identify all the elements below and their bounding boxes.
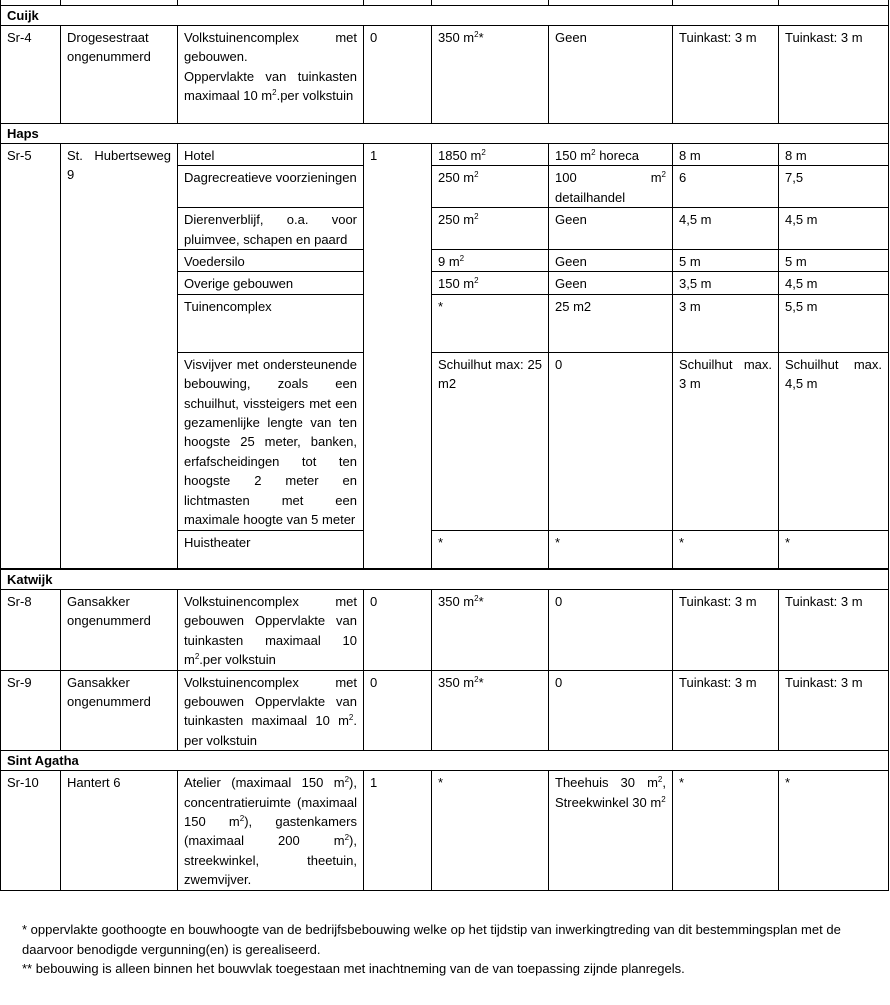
cell-function: Dierenverblijf, o.a. voor pluimvee, schapen en paard xyxy=(178,208,364,250)
cell-height1: 4,5 m xyxy=(673,208,779,250)
cell-extra: Geen xyxy=(549,26,673,124)
cell-count: 0 xyxy=(364,26,432,124)
cell-area: 150 $m^2$ xyxy=(432,272,549,294)
cell-count: 0 xyxy=(364,670,432,751)
section-heading-sint-agatha: Sint Agatha xyxy=(1,751,889,771)
cell-extra: Geen xyxy=(549,272,673,294)
cell-height1: 6 xyxy=(673,166,779,208)
cell-code: Sr-5 xyxy=(1,144,61,570)
cell-height1: * xyxy=(673,771,779,890)
cell-area: 350 $m^2*$ xyxy=(432,26,549,124)
section-heading-haps: Haps xyxy=(1,124,889,144)
cell-function: Volkstuinencomplex met gebouwen Oppervlakte van tuinkasten maximaal 10 $m^2$. per volkstuin xyxy=(178,670,364,751)
cell-height2: Tuinkast: 3 m xyxy=(779,590,889,671)
cell-height2: 4,5 m xyxy=(779,272,889,294)
cell-height1: Tuinkast: 3 m xyxy=(673,590,779,671)
cell-area: 9 $m^2$ xyxy=(432,250,549,272)
cell-area: 250 $m^2$ xyxy=(432,166,549,208)
cell-height2: * xyxy=(779,530,889,569)
cell-height1: Tuinkast: 3 m xyxy=(673,670,779,751)
table-row xyxy=(1,590,889,671)
cell-extra: 0 xyxy=(549,352,673,530)
cell-function: Voedersilo xyxy=(178,250,364,272)
cell-code: Sr-4 xyxy=(1,26,61,124)
cell-height2: Tuinkast: 3 m xyxy=(779,26,889,124)
cell-address: Hantert 6 xyxy=(61,771,178,890)
cell-height1: Schuilhut max. 3 m xyxy=(673,352,779,530)
cell-height1: Tuinkast: 3 m xyxy=(673,26,779,124)
cell-height2: 4,5 m xyxy=(779,208,889,250)
cell-address: Gansakker ongenummerd xyxy=(61,590,178,671)
cell-height2: Tuinkast: 3 m xyxy=(779,670,889,751)
table-row xyxy=(1,771,889,890)
cell-extra: 0 xyxy=(549,670,673,751)
cell-area: * xyxy=(432,771,549,890)
cell-height1: 8 m xyxy=(673,144,779,166)
table-row xyxy=(1,670,889,751)
cell-function: Tuinencomplex xyxy=(178,294,364,352)
cell-area: 350 $m^2*$ xyxy=(432,670,549,751)
cell-function: Overige gebouwen xyxy=(178,272,364,294)
cell-extra: 150 $m^2$ horeca xyxy=(549,144,673,166)
cell-function: Hotel xyxy=(178,144,364,166)
cell-height1: 5 m xyxy=(673,250,779,272)
cell-count: 1 xyxy=(364,771,432,890)
cell-height2: 5 m xyxy=(779,250,889,272)
cell-extra: 25 m2 xyxy=(549,294,673,352)
footnotes xyxy=(22,920,888,979)
cell-extra: 0 xyxy=(549,590,673,671)
cell-area: Schuilhut max: 25 m2 xyxy=(432,352,549,530)
cell-height2: * xyxy=(779,771,889,890)
cell-height1: * xyxy=(673,530,779,569)
cell-function: Atelier (maximaal 150 $m^2$), concentratieruimte (maximaal 150 $m^2$), gastenkamers (maximaal 200 $m^2$), streekwinkel, theetuin, zwemvijver. xyxy=(178,771,364,890)
footnote-single-asterisk: * oppervlakte goothoogte en bouwhoogte van de bedrijfsbebouwing welke op het tijdstip van inwerkingtreding van dit bestemmingsplan met de daarvoor benodigde vergunning(en) is gerealiseerd. xyxy=(22,922,841,957)
cell-area: 350 $m^2*$ xyxy=(432,590,549,671)
cell-height2: 5,5 m xyxy=(779,294,889,352)
cell-height1: 3 m xyxy=(673,294,779,352)
cell-height2: Schuilhut max. 4,5 m xyxy=(779,352,889,530)
cell-code: Sr-8 xyxy=(1,590,61,671)
cell-address: St. Hubertseweg 9 xyxy=(61,144,178,570)
cell-extra: 100 $m^2$ detailhandel xyxy=(549,166,673,208)
cell-area: 250 $m^2$ xyxy=(432,208,549,250)
section-heading-cuijk: Cuijk xyxy=(1,6,889,26)
cell-height2: 7,5 xyxy=(779,166,889,208)
cell-function: Volkstuinencomplex met gebouwen. Oppervlakte van tuinkasten maximaal 10 $m^2.per$ volkstuin xyxy=(178,26,364,124)
cell-address: Drogesestraat ongenummerd xyxy=(61,26,178,124)
cell-height2: 8 m xyxy=(779,144,889,166)
cell-area: 1850 $m^2$ xyxy=(432,144,549,166)
cell-extra: * xyxy=(549,530,673,569)
cell-function: Huistheater xyxy=(178,530,364,569)
cell-count: 1 xyxy=(364,144,432,570)
cell-extra: Geen xyxy=(549,208,673,250)
cell-extra: Geen xyxy=(549,250,673,272)
cell-function: Dagrecreatieve voorzieningen xyxy=(178,166,364,208)
cell-code: Sr-10 xyxy=(1,771,61,890)
cell-area: * xyxy=(432,530,549,569)
footnote-double-asterisk: ** bebouwing is alleen binnen het bouwvlak toegestaan met inachtneming van de van toepassing zijnde planregels. xyxy=(22,961,685,976)
table-row xyxy=(1,144,889,166)
cell-function: Volkstuinencomplex met gebouwen Oppervlakte van tuinkasten maximaal 10 $m^2.per$ volkstuin xyxy=(178,590,364,671)
cell-area: * xyxy=(432,294,549,352)
section-heading-katwijk: Katwijk xyxy=(1,569,889,590)
cell-height1: 3,5 m xyxy=(673,272,779,294)
cell-function: Visvijver met ondersteunende bebouwing, zoals een schuilhut, vissteigers met een gezamenlijke lengte van ten hoogste 25 meter, banken, erfafscheidingen tot ten hoogste 2 meter en lichtmasten met een maximale hoogte van 5 meter xyxy=(178,352,364,530)
table-row xyxy=(1,26,889,124)
cell-code: Sr-9 xyxy=(1,670,61,751)
cell-extra: Theehuis 30 $m^2$, Streekwinkel 30 $m^2$ xyxy=(549,771,673,890)
cell-count: 0 xyxy=(364,590,432,671)
cell-address: Gansakker ongenummerd xyxy=(61,670,178,751)
